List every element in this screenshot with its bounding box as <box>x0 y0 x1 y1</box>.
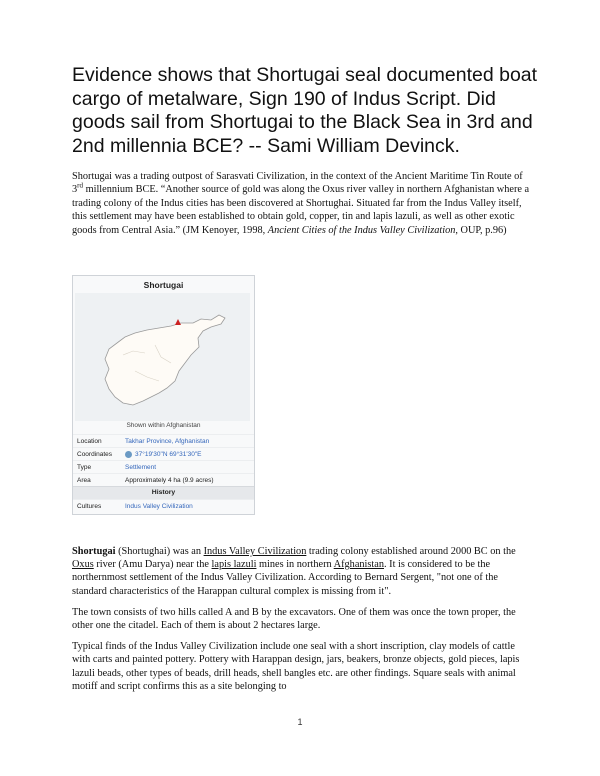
infobox-section-history: History <box>73 486 254 499</box>
intro-superscript: rd <box>77 181 83 190</box>
infobox-label: Area <box>77 476 91 484</box>
coordinates-link[interactable]: 37°19'30"N 69°31'30"E <box>135 450 202 458</box>
area-value: Approximately 4 ha (9.9 acres) <box>125 476 214 484</box>
body-text: . It is considered to be the northernmost settlement of the Indus Valley Civilization. According to Bernard Sergent, "not one of the standard characteristics of the Harappan cultural complex is missing from it". <box>72 559 498 597</box>
afghanistan-map[interactable] <box>75 293 250 421</box>
intro-text-2: millennium BCE. “Another source of gold was along the Oxus river valley in northern Afghanistan where a trading colony of the Indus cities has been discovered at Shortughai. Situated far from the Indus Valley itself, this settlement may have been established to obtain gold, copper, tin and lapis lazuli, as well as other exotic goods from Central Asia.” (JM Kenoyer, 1998, <box>72 184 530 236</box>
infobox-row-area <box>73 473 254 486</box>
map-caption: Shown within Afghanistan <box>126 422 201 429</box>
infobox-row-coordinates <box>73 447 254 460</box>
body-text: trading colony established around 2000 BC on the <box>306 546 516 557</box>
lapis-lazuli-link[interactable]: lapis lazuli <box>211 559 257 571</box>
intro-paragraph <box>72 170 532 237</box>
infobox-label: Location <box>77 437 102 445</box>
infobox-row-cultures <box>73 499 254 512</box>
body-text: river (Amu Darya) near the <box>93 559 212 571</box>
page-title: Evidence shows that Shortugai seal documented boat cargo of metalware, Sign 190 of Indus Script. Did goods sail from Shortugai to the Black Sea in 3rd and 2nd millennia BCE? -- Sami William Devinck. <box>72 64 538 157</box>
infobox-row-location <box>73 434 254 447</box>
body-paragraph-3: Typical finds of the Indus Valley Civilization include one seal with a short inscription, clay models of cattle with carts and painted pottery. Pottery with Harappan design, jars, beakers, bronze objects, gold pieces, lapis lazuli beads, other types of beads, drill heads, shell bangles etc. are other findings. Square seals with animal motiff and script confirms this as a site belonging to <box>72 641 520 692</box>
infobox-label: Type <box>77 463 92 471</box>
infobox-label: Coordinates <box>77 450 113 458</box>
body-paragraph-2: The town consists of two hills called A and B by the excavators. One of them was once the town proper, the other one the citadel. Each of them is about 2 hectares large. <box>72 606 516 632</box>
infobox-rows <box>73 434 254 512</box>
infobox-title: Shortugai <box>143 280 184 290</box>
infobox-label: Cultures <box>77 502 102 510</box>
location-link[interactable]: Takhar Province, Afghanistan <box>125 437 210 445</box>
infobox <box>72 275 255 515</box>
book-title: Ancient Cities of the Indus Valley Civilization <box>267 224 456 236</box>
afghanistan-link[interactable]: Afghanistan <box>333 559 384 571</box>
body-text: mines in northern <box>256 559 334 571</box>
article-subject: Shortugai <box>72 546 116 557</box>
body-paragraph-1 <box>72 545 534 598</box>
intro-text-3: , OUP, p.96) <box>455 224 507 236</box>
body-text: (Shortughai) was an <box>115 546 204 557</box>
oxus-link[interactable]: Oxus <box>72 559 94 571</box>
article-body <box>72 545 534 701</box>
indus-valley-link[interactable]: Indus Valley Civilization <box>203 546 307 557</box>
intro-text-1: Shortugai was a trading outpost of Sarasvati Civilization, in the context of the Ancient Maritime Tin Route of 3 <box>72 171 523 196</box>
infobox-row-type <box>73 460 254 473</box>
cultures-link[interactable]: Indus Valley Civilization <box>125 502 193 510</box>
globe-icon[interactable] <box>125 451 132 458</box>
type-link[interactable]: Settlement <box>125 463 157 471</box>
page-number: 1 <box>297 717 303 727</box>
